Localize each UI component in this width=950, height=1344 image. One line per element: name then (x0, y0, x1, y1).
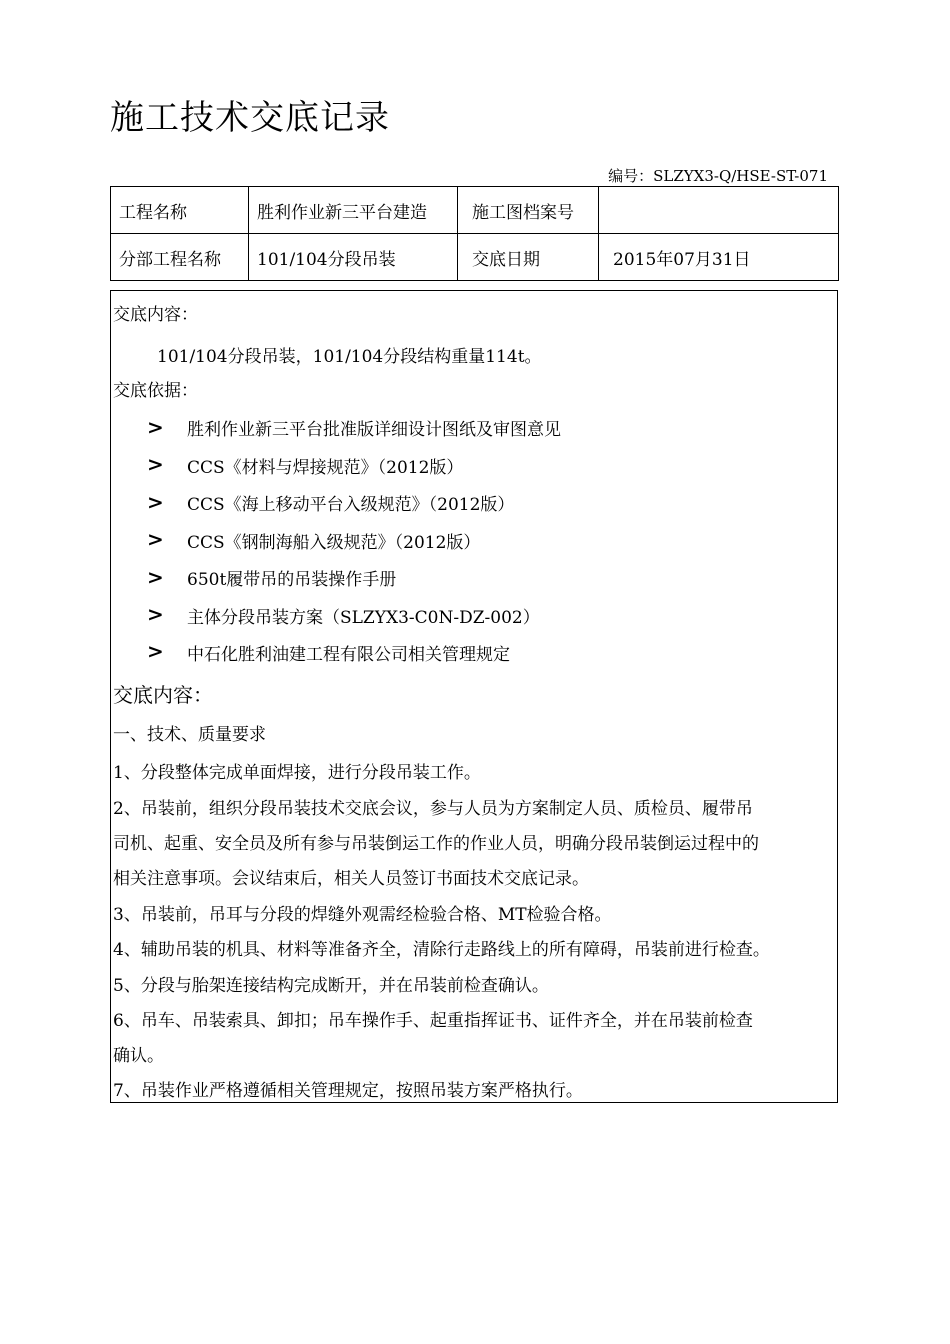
project-info-table (110, 186, 839, 281)
briefing-content-box (110, 290, 838, 1103)
value-drawing-archive (599, 187, 839, 234)
bullet-arrow-icon: > (147, 527, 164, 551)
basis-item-text: CCS《钢制海船入级规范》（2012版） (187, 533, 481, 553)
bullet-arrow-icon: > (147, 415, 164, 439)
bullet-arrow-icon: > (147, 639, 164, 663)
requirement-line: 相关注意事项。会议结束后，相关人员签订书面技术交底记录。 (113, 869, 589, 889)
heading-briefing-content: 交底内容： (113, 305, 198, 325)
value-sub-project-name: 101/104分段吊装 (249, 234, 458, 281)
page-title: 施工技术交底记录 (110, 98, 390, 138)
basis-item-text: 主体分段吊装方案（SLZYX3-C0N-DZ-002） (187, 608, 540, 628)
basis-item-text: 中石化胜利油建工程有限公司相关管理规定 (187, 645, 510, 665)
section-heading-technical-quality: 一、技术、质量要求 (113, 725, 266, 745)
value-briefing-date: 2015年07月31日 (599, 234, 839, 281)
requirement-line: 2、吊装前，组织分段吊装技术交底会议，参与人员为方案制定人员、质检员、履带吊 (113, 799, 753, 819)
basis-item-text: CCS《海上移动平台入级规范》（2012版） (187, 495, 515, 515)
bullet-arrow-icon: > (147, 565, 164, 589)
label-sub-project-name: 分部工程名称 (111, 234, 249, 281)
requirement-line: 1、分段整体完成单面焊接，进行分段吊装工作。 (113, 763, 481, 783)
label-drawing-archive: 施工图档案号 (458, 187, 599, 234)
label-project-name: 工程名称 (111, 187, 249, 234)
label-briefing-date: 交底日期 (458, 234, 599, 281)
bullet-arrow-icon: > (147, 602, 164, 626)
requirement-line: 司机、起重、安全员及所有参与吊装倒运工作的作业人员，明确分段吊装倒运过程中的 (113, 834, 759, 854)
basis-item-text: 胜利作业新三平台批准版详细设计图纸及审图意见 (187, 420, 561, 440)
basis-item-text: 650t履带吊的吊装操作手册 (187, 570, 397, 590)
bullet-arrow-icon: > (147, 490, 164, 514)
basis-item-text: CCS《材料与焊接规范》（2012版） (187, 458, 464, 478)
requirement-line: 6、吊车、吊装索具、卸扣；吊车操作手、起重指挥证书、证件齐全，并在吊装前检查 (113, 1011, 753, 1031)
document-number: 编号：SLZYX3-Q/HSE-ST-071 (608, 167, 828, 185)
table-row (111, 187, 839, 234)
heading-briefing-content-2: 交底内容： (113, 683, 213, 707)
bullet-arrow-icon: > (147, 452, 164, 476)
value-project-name: 胜利作业新三平台建造 (249, 187, 458, 234)
requirement-line: 5、分段与胎架连接结构完成断开，并在吊装前检查确认。 (113, 976, 549, 996)
requirement-line: 4、辅助吊装的机具、材料等准备齐全，清除行走路线上的所有障碍，吊装前进行检查。 (113, 940, 770, 960)
heading-briefing-basis: 交底依据： (113, 381, 198, 401)
requirement-line: 确认。 (113, 1046, 164, 1066)
requirement-line: 3、吊装前，吊耳与分段的焊缝外观需经检验合格、MT检验合格。 (113, 905, 612, 925)
summary-text: 101/104分段吊装，101/104分段结构重量114t。 (157, 347, 542, 367)
table-row (111, 234, 839, 281)
requirement-line: 7、吊装作业严格遵循相关管理规定，按照吊装方案严格执行。 (113, 1081, 583, 1101)
